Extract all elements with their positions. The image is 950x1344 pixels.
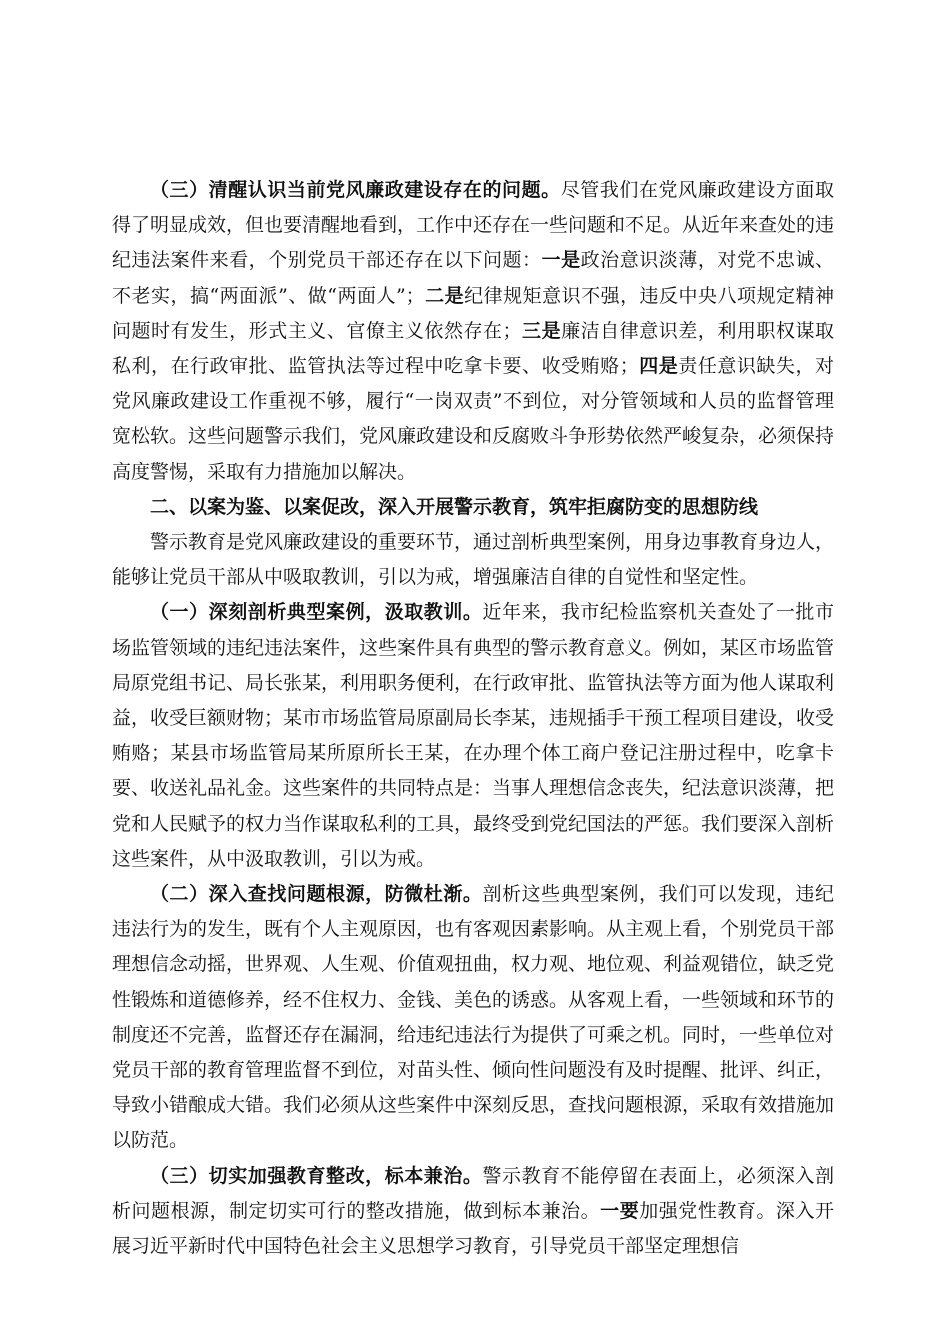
- paragraph-cases: [112, 595, 834, 877]
- body-text: 尽管我们在党风廉政建设方面取得了明显成效，但也要清醒地看到，工作中还存在一些问题和不足。从近年来查处的违纪违法案件来看，个别党员干部还存在以下问题：: [112, 179, 835, 272]
- body-text: 剖析这些典型案例，我们可以发现，违纪违法行为的发生，既有个人主观原因，也有客观因素影响。从主观上看，个别党员干部理想信念动摇，世界观、人生观、价值观扭曲，权力观、地位观、利益观错位，缺乏党性锻炼和道德修养，经不住权力、金钱、美色的诱惑。从客观上看，一些领域和环节的制度还不完善，监督还存在漏洞，给违纪违法行为提供了可乘之机。同时，一些单位对党员干部的教育管理监督不到位，对苗头性、倾向性问题没有及时提醒、批评、纠正，导致小错酿成大错。我们必须从这些案件中深刻反思，查找问题根源，采取有效措施加以防范。: [112, 883, 835, 1152]
- body-text: 纪律规矩意识不强，违反中央八项规定精神问题时有发生，形式主义、官僚主义依然存在；: [112, 284, 834, 342]
- enumerator-2: 二是: [424, 284, 465, 307]
- body-text: 政治意识淡薄，对党不忠诚、不老实，搞“两面派”、做“两面人”；: [112, 249, 834, 307]
- body-text: 廉洁自律意识差，利用职权谋取私利，在行政审批、监管执法等过程中吃拿卡要、收受贿赂；: [112, 319, 834, 378]
- enumerator-1: 一是: [541, 249, 581, 272]
- section-heading-3: （三）清醒认识当前党风廉政建设存在的问题。: [150, 179, 561, 201]
- chapter-heading-2: [112, 490, 834, 525]
- section-heading-1: （一）深刻剖析典型案例，汲取教训。: [150, 601, 483, 624]
- body-text: 警示教育不能停留在表面上，必须深入剖析问题根源，制定切实可行的整改措施，做到标本兼治。: [112, 1164, 834, 1222]
- enumerator-1b: 一要: [600, 1199, 640, 1222]
- paragraph-root-causes: [112, 877, 834, 1159]
- enumerator-4: 四是: [638, 355, 679, 378]
- paragraph-intro: [112, 525, 834, 595]
- document-body: [112, 173, 834, 1264]
- section-heading-3b: （三）切实加强教育整改，标本兼治。: [150, 1164, 483, 1187]
- paragraph-rectification: [112, 1159, 834, 1265]
- body-text: 近年来，我市纪检监察机关查处了一批市场监管领域的违纪违法案件，这些案件具有典型的警示教育意义。例如，某区市场监管局原党组书记、局长张某，利用职务便利，在行政审批、监管执法等方面为他人谋取利益，收受巨额财物；某市市场监管局原副局长李某，违规插手干预工程项目建设，收受贿赂；某县市场监管局某所原所长王某，在办理个体工商户登记注册过程中，吃拿卡要、收送礼品礼金。这些案件的共同特点是：当事人理想信念丧失，纪法意识淡薄，把党和人民赋予的权力当作谋取私利的工具，最终受到党纪国法的严惩。我们要深入剖析这些案件，从中汲取教训，引以为戒。: [112, 601, 835, 870]
- section-heading-2: （二）深入查找问题根源，防微杜渐。: [150, 883, 483, 906]
- body-text: 警示教育是党风廉政建设的重要环节，通过剖析典型案例，用身边事教育身边人，能够让党员干部从中吸取教训，引以为戒，增强廉洁自律的自觉性和坚定性。: [112, 531, 835, 589]
- body-text: 责任意识缺失，对党风廉政建设工作重视不够，履行“一岗双责”不到位，对分管领域和人员的监督管理宽松软。这些问题警示我们，党风廉政建设和反腐败斗争形势依然严峻复杂，必须保持高度警惕，采取有力措施加以解决。: [112, 355, 835, 483]
- enumerator-3: 三是: [521, 319, 562, 342]
- paragraph-problems: [112, 173, 834, 490]
- body-text: 加强党性教育。深入开展习近平新时代中国特色社会主义思想学习教育，引导党员干部坚定理想信: [112, 1199, 834, 1258]
- chapter-heading-text: 二、以案为鉴、以案促改，深入开展警示教育，筑牢拒腐防变的思想防线: [150, 495, 759, 518]
